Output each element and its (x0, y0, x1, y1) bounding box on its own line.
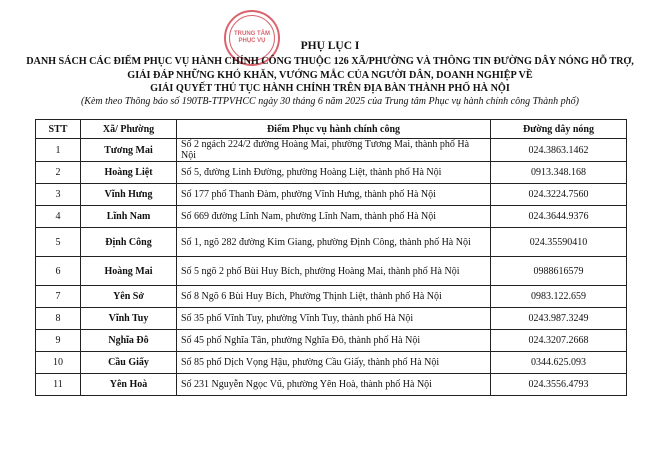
row-number: 11 (36, 374, 81, 396)
service-address: Số 8 Ngõ 6 Bùi Huy Bích, Phường Thịnh Liệt, thành phố Hà Nội (177, 286, 491, 308)
appendix-title: PHỤ LỤC I (300, 40, 360, 52)
seal-ring (229, 15, 275, 61)
service-address: Số 35 phố Vĩnh Tuy, phường Vĩnh Tuy, thành phố Hà Nội (177, 308, 491, 330)
row-number: 2 (36, 162, 81, 184)
row-number: 5 (36, 228, 81, 257)
row-number: 6 (36, 257, 81, 286)
ward-name: Cầu Giấy (81, 352, 177, 374)
hotline-number: 024.35590410 (491, 228, 627, 257)
service-address: Số 5, đường Linh Đường, phường Hoàng Liệt, thành phố Hà Nội (177, 162, 491, 184)
hotline-number: 024.3644.9376 (491, 206, 627, 228)
service-address: Số 231 Nguyễn Ngọc Vũ, phường Yên Hoà, thành phố Hà Nội (177, 374, 491, 396)
row-number: 8 (36, 308, 81, 330)
table-row (36, 308, 627, 330)
document-title-line-1: DANH SÁCH CÁC ĐIỂM PHỤC VỤ HÀNH CHÍNH CÔNG THUỘC 126 XÃ/PHƯỜNG VÀ THÔNG TIN ĐƯỜNG DÂY NÓNG HỖ TRỢ, (26, 56, 634, 67)
table-row (36, 374, 627, 396)
ward-name: Nghĩa Đô (81, 330, 177, 352)
ward-name: Lĩnh Nam (81, 206, 177, 228)
seal-text-2: PHỤC VỤ (238, 38, 266, 44)
ward-name: Yên Hoà (81, 374, 177, 396)
service-address: Số 45 phố Nghĩa Tân, phường Nghĩa Đô, thành phố Hà Nội (177, 330, 491, 352)
column-header-address: Điểm Phục vụ hành chính công (177, 120, 491, 139)
service-address: Số 2 ngách 224/2 đường Hoàng Mai, phường Tương Mai, thành phố Hà Nội (177, 139, 491, 162)
row-number: 4 (36, 206, 81, 228)
row-number: 9 (36, 330, 81, 352)
seal-text-1: TRUNG TÂM (234, 31, 270, 37)
table-row (36, 206, 627, 228)
hotline-number: 024.3863.1462 (491, 139, 627, 162)
table-row (36, 352, 627, 374)
row-number: 7 (36, 286, 81, 308)
document-title-line-2: GIẢI ĐÁP NHỮNG KHÓ KHĂN, VƯỚNG MẮC CỦA NGƯỜI DÂN, DOANH NGHIỆP VỀ (127, 70, 533, 81)
row-number: 3 (36, 184, 81, 206)
hotline-number: 0983.122.659 (491, 286, 627, 308)
ward-name: Vĩnh Hưng (81, 184, 177, 206)
ward-name: Tương Mai (81, 139, 177, 162)
document-subtitle: (Kèm theo Thông báo số 190TB-TTPVHCC ngày 30 tháng 6 năm 2025 của Trung tâm Phục vụ hành chính công Thành phố) (80, 96, 580, 107)
hotline-number: 0243.987.3249 (491, 308, 627, 330)
hotline-number: 024.3556.4793 (491, 374, 627, 396)
table-row (36, 228, 627, 257)
table-header-row (36, 120, 627, 139)
column-header-stt: STT (36, 120, 81, 139)
column-header-ward: Xã/ Phường (81, 120, 177, 139)
ward-name: Định Công (81, 228, 177, 257)
table-row (36, 330, 627, 352)
service-points-table (35, 119, 627, 396)
hotline-number: 024.3207.2668 (491, 330, 627, 352)
service-address: Số 177 phố Thanh Đàm, phường Vĩnh Hưng, thành phố Hà Nội (177, 184, 491, 206)
hotline-number: 0344.625.093 (491, 352, 627, 374)
service-address: Số 5 ngõ 2 phố Bùi Huy Bích, phường Hoàng Mai, thành phố Hà Nội (177, 257, 491, 286)
table-row (36, 162, 627, 184)
hotline-number: 024.3224.7560 (491, 184, 627, 206)
ward-name: Hoàng Liệt (81, 162, 177, 184)
column-header-hotline: Đường dây nóng (491, 120, 627, 139)
document-title-line-3: GIẢI QUYẾT THỦ TỤC HÀNH CHÍNH TRÊN ĐỊA BÀN THÀNH PHỐ HÀ NỘI (150, 83, 510, 94)
table-row (36, 257, 627, 286)
table-row (36, 286, 627, 308)
hotline-number: 0913.348.168 (491, 162, 627, 184)
service-address: Số 85 phố Dịch Vọng Hậu, phường Cầu Giấy, thành phố Hà Nội (177, 352, 491, 374)
table-row (36, 139, 627, 162)
row-number: 10 (36, 352, 81, 374)
ward-name: Hoàng Mai (81, 257, 177, 286)
ward-name: Yên Sở (81, 286, 177, 308)
table-row (36, 184, 627, 206)
service-address: Số 1, ngõ 282 đường Kim Giang, phường Định Công, thành phố Hà Nội (177, 228, 491, 257)
hotline-number: 0988616579 (491, 257, 627, 286)
ward-name: Vĩnh Tuy (81, 308, 177, 330)
service-address: Số 669 đường Lĩnh Nam, phường Lĩnh Nam, thành phố Hà Nội (177, 206, 491, 228)
row-number: 1 (36, 139, 81, 162)
